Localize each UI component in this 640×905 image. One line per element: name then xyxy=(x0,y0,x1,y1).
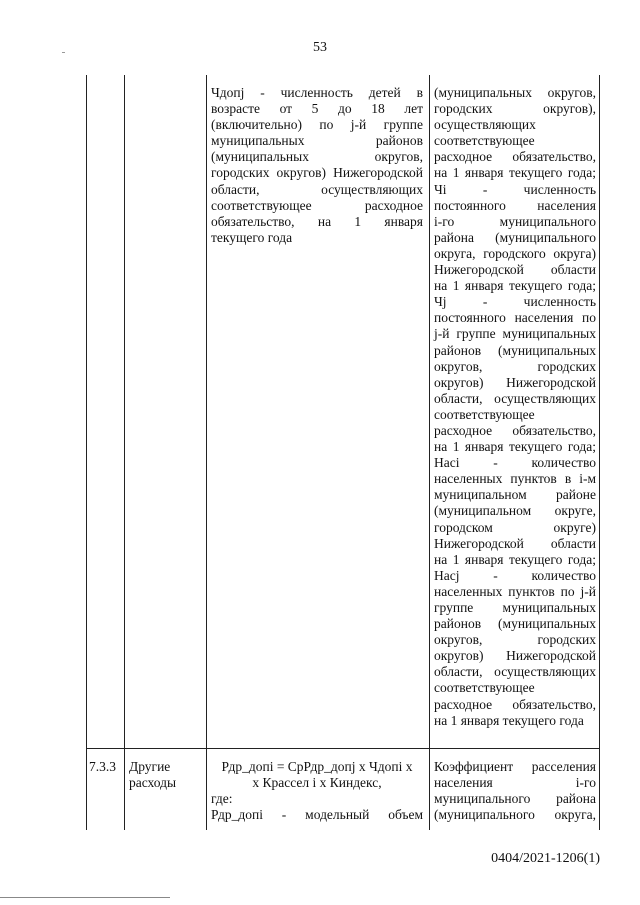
text-line: осуществляющих xyxy=(434,117,536,133)
text-line: текущего года xyxy=(211,229,293,245)
text-line: области, осуществляющих xyxy=(434,390,596,406)
text-line: постоянного населения xyxy=(434,197,596,213)
item-name-line: расходы xyxy=(129,775,177,791)
item-number: 7.3.3 xyxy=(89,759,116,774)
text-line: расходное обязательство, xyxy=(434,149,596,165)
text-line: возрасте от 5 до 18 лет xyxy=(211,101,423,117)
text-line: соответствующее расходное xyxy=(211,197,423,213)
text-line: Чдопj - численность детей в xyxy=(211,85,423,100)
text-line: округов, городских xyxy=(434,632,596,648)
row2-formula xyxy=(211,759,423,823)
table-border-right xyxy=(599,75,600,830)
text-line: (муниципальном округе, xyxy=(434,503,596,519)
text-line: района (муниципального xyxy=(434,229,596,245)
text-line: Насi - количество xyxy=(434,455,596,471)
text-line: населенных пунктов в i-м xyxy=(434,471,596,487)
text-line: области, осуществляющих xyxy=(211,181,423,197)
text-line: расходное обязательство, xyxy=(434,696,596,712)
text-line: Нижегородской области xyxy=(434,535,596,551)
text-line: на 1 января текущего года; xyxy=(434,439,596,455)
row2-number xyxy=(89,759,123,775)
text-line: соответствующее xyxy=(434,680,535,696)
text-line: на 1 января текущего года xyxy=(434,712,584,728)
where-label: где: xyxy=(211,791,233,807)
text-line: j-й группе муниципальных xyxy=(434,326,596,342)
item-name-line: Другие xyxy=(129,759,171,774)
text-line: районов (муниципальных xyxy=(434,616,596,632)
row1-col4-text xyxy=(434,85,596,729)
text-line: муниципальном районе xyxy=(434,487,596,503)
text-line: (муниципальных округов, xyxy=(434,85,596,100)
row2-name xyxy=(129,759,203,791)
text-line: на 1 января текущего года; xyxy=(434,551,596,567)
text-line: округов, городских xyxy=(434,358,596,374)
text-line: соответствующее xyxy=(434,133,535,149)
text-line: группе муниципальных xyxy=(434,600,596,615)
page-number: 53 xyxy=(313,40,327,55)
formula-line: x Крассел i x Киндекс, xyxy=(252,775,382,791)
text-line: Чj - численность xyxy=(434,294,596,310)
text-line: муниципального района xyxy=(434,791,596,807)
table-border-left xyxy=(86,75,87,830)
text-line: Чi - численность xyxy=(434,181,596,197)
text-line: округов) Нижегородской xyxy=(434,374,596,390)
text-line: населения i-го xyxy=(434,775,596,791)
text-line: соответствующее xyxy=(434,406,535,422)
text-line: постоянного населения по xyxy=(434,310,596,326)
text-line: Насj - количество xyxy=(434,567,596,583)
text-line: (муниципальных округов, xyxy=(211,149,423,165)
text-line: городских округов) Нижегородской xyxy=(211,165,423,181)
text-line: на 1 января текущего года; xyxy=(434,278,596,294)
text-line: районов (муниципальных xyxy=(434,342,596,358)
text-line: области, осуществляющих xyxy=(434,664,596,680)
text-line: округа, городского округа) xyxy=(434,245,596,261)
text-line: городских округов), xyxy=(434,101,596,117)
table-divider-2 xyxy=(206,75,207,830)
document-table xyxy=(86,75,600,830)
text-line: городском округе) xyxy=(434,519,596,535)
definition-line: Рдр_допi - модельный объем xyxy=(211,807,423,823)
text-line: округов) Нижегородской xyxy=(434,648,596,664)
formula-line: Рдр_допi = СрРдр_допj x Чдопi x xyxy=(221,759,413,774)
table-divider-1 xyxy=(124,75,125,830)
text-line: (муниципального округа, xyxy=(434,807,596,823)
text-line: i-го муниципального xyxy=(434,213,596,229)
text-line: обязательство, на 1 января xyxy=(211,213,423,229)
row-separator xyxy=(86,748,600,749)
scan-edge-line xyxy=(0,897,170,898)
text-line: (включительно) по j-й группе xyxy=(211,117,423,133)
text-line: Нижегородской области xyxy=(434,262,596,278)
table-divider-3 xyxy=(429,75,430,830)
text-line: расходное обязательство, xyxy=(434,422,596,438)
document-number: 0404/2021-1206(1) xyxy=(491,851,600,866)
text-line: населенных пунктов по j-й xyxy=(434,583,596,599)
text-line: на 1 января текущего года; xyxy=(434,165,596,181)
text-line: Коэффициент расселения xyxy=(434,759,596,774)
text-line: муниципальных районов xyxy=(211,133,423,149)
row1-col3-text xyxy=(211,85,423,246)
row2-col4-text xyxy=(434,759,596,823)
